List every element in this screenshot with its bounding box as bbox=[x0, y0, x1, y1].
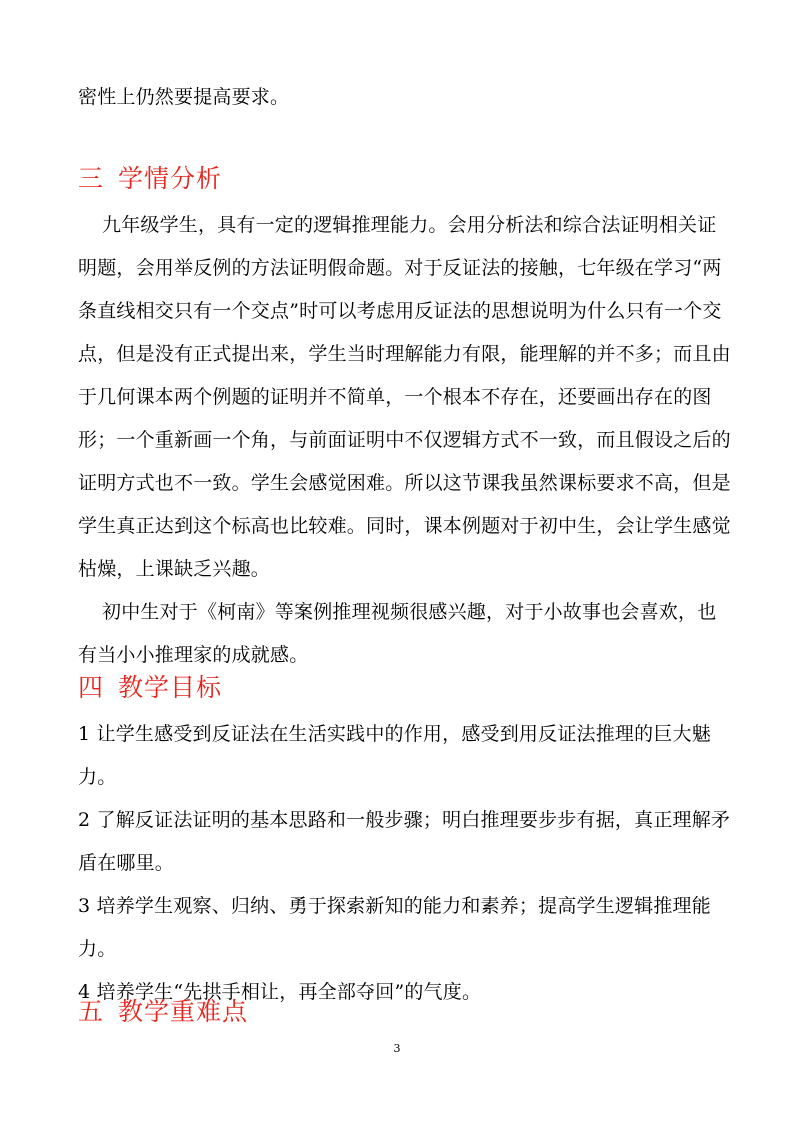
objective-item-line: 1 让学生感受到反证法在生活实践中的作用，感受到用反证法推理的巨大魅 bbox=[78, 723, 711, 745]
body-text-line: 有当小小推理家的成就感。 bbox=[78, 644, 309, 666]
objective-item-line: 力。 bbox=[78, 938, 117, 960]
body-text-line: 明题，会用举反例的方法证明假命题。对于反证法的接触，七年级在学习“两 bbox=[78, 257, 722, 279]
body-text-line: 于几何课本两个例题的证明并不简单，一个根本不存在，还要画出存在的图 bbox=[78, 386, 712, 408]
page-number: 3 bbox=[393, 1042, 401, 1055]
body-text-line: 初中生对于《柯南》等案例推理视频很感兴趣，对于小故事也会喜欢，也 bbox=[102, 601, 717, 623]
objective-item-line: 盾在哪里。 bbox=[78, 852, 175, 874]
section-heading-5 bbox=[78, 996, 248, 1028]
body-text-line: 枯燥，上课缺乏兴趣。 bbox=[78, 558, 271, 580]
body-text-line: 点，但是没有正式提出来，学生当时理解能力有限，能理解的并不多；而且由 bbox=[78, 343, 731, 365]
objective-item-line: 4 培养学生“先拱手相让，再全部夺回”的气度。 bbox=[78, 981, 482, 1003]
section-title: 教学目标 bbox=[118, 673, 223, 702]
body-text-line: 学生真正达到这个标高也比较难。同时，课本例题对于初中生，会让学生感觉 bbox=[78, 515, 731, 537]
section-heading-3 bbox=[78, 163, 222, 195]
section-title: 学情分析 bbox=[118, 164, 223, 193]
body-text-line: 证明方式也不一致。学生会感觉困难。所以这节课我虽然课标要求不高，但是 bbox=[78, 472, 731, 494]
objective-item-line: 2 了解反证法证明的基本思路和一般步骤；明白推理要步步有据，真正理解矛 bbox=[78, 809, 731, 831]
section-title: 教学重难点 bbox=[118, 997, 249, 1026]
section-number: 五 bbox=[78, 997, 105, 1026]
objective-item-line: 力。 bbox=[78, 766, 117, 788]
section-number: 三 bbox=[78, 164, 105, 193]
body-text-line: 密性上仍然要提高要求。 bbox=[78, 86, 290, 108]
body-text-line: 九年级学生，具有一定的逻辑推理能力。会用分析法和综合法证明相关证 bbox=[102, 214, 717, 236]
objective-item-line: 3 培养学生观察、归纳、勇于探索新知的能力和素养；提高学生逻辑推理能 bbox=[78, 895, 711, 917]
body-text-line: 形；一个重新画一个角，与前面证明中不仅逻辑方式不一致，而且假设之后的 bbox=[78, 429, 731, 451]
body-text-line: 条直线相交只有一个交点”时可以考虑用反证法的思想说明为什么只有一个交 bbox=[78, 300, 722, 322]
section-number: 四 bbox=[78, 673, 105, 702]
section-heading-4 bbox=[78, 672, 222, 704]
